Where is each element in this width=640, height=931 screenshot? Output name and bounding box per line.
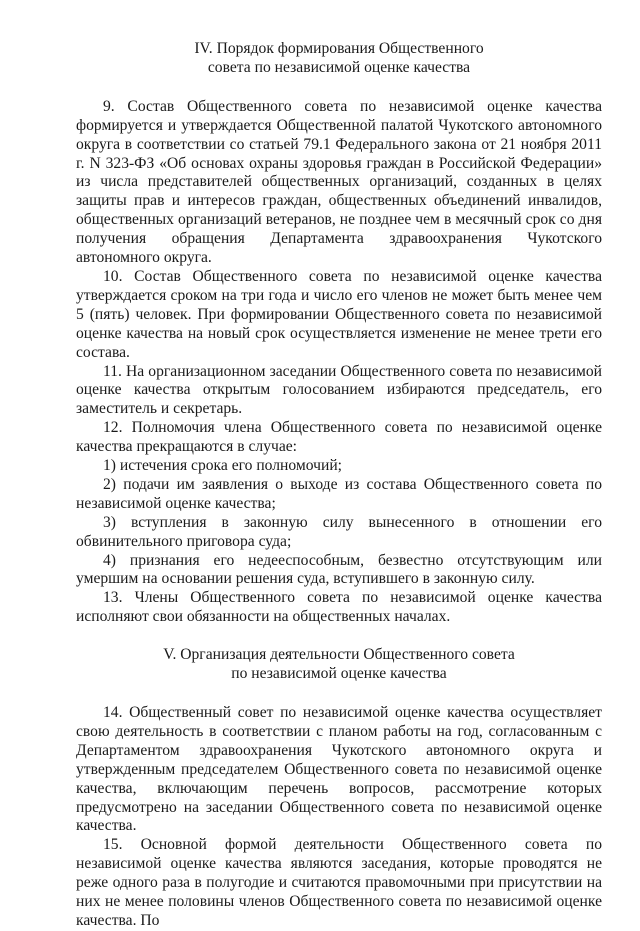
paragraph-15: 15. Основной формой деятельности Общественного совета по независимой оценке качества являются заседания, которые проводятся не реже одного раза в полугодие и считаются правомочными при присутствии на них не менее половины членов Общественного совета по независимой оценке качества. По <box>76 836 602 929</box>
list-item-2: 2) подачи им заявления о выходе из состава Общественного совета по независимой оценке качества; <box>76 475 602 512</box>
paragraph-13: 13. Члены Общественного совета по независимой оценке качества исполняют свои обязанности на общественных началах. <box>76 589 602 626</box>
paragraph-10: 10. Состав Общественного совета по независимой оценке качества утверждается сроком на три года и число его членов не может быть менее чем 5 (пять) человек. При формировании Общественного совета по независимой оценке качества на новый срок осуществляется изменение не менее трети его состава. <box>76 267 602 361</box>
list-item-1: 1) истечения срока его полномочий; <box>103 457 343 475</box>
paragraph-9: 9. Состав Общественного совета по независимой оценке качества формируется и утверждается Общественной палатой Чукотского автономного округа в соответствии со статьей 79.1 Федерального закона от 21 ноября 2011 г. N 323-ФЗ «Об основах охраны здоровья граждан в Российской Федерации» из числа представителей общественных организаций, созданных в целях защиты прав и интересов граждан, общественных объединений инвалидов, общественных организаций ветеранов, не позднее чем в месячный срок со дня получения обращения Департамента здравоохранения Чукотского автономного округа. <box>76 97 602 267</box>
section-5-title-line-1: V. Организация деятельности Общественного совета <box>163 646 515 664</box>
paragraph-14: 14. Общественный совет по независимой оценке качества осуществляет свою деятельность в соответствии с планом работы на год, согласованным с Департаментом здравоохранения Чукотского автономного округа и утвержденным председателем Общественного совета по независимой оценке качества, включающим перечень вопросов, рассмотрение которых предусмотрено на заседании Общественного совета по независимой оценке качества. <box>76 704 602 835</box>
section-4-title-line-2: совета по независимой оценке качества <box>207 58 471 76</box>
paragraph-12: 12. Полномочия члена Общественного совета по независимой оценке качества прекращаются в случае: <box>76 419 602 456</box>
list-item-4: 4) признания его недееспособным, безвестно отсутствующим или умершим на основании решения суда, вступившего в законную силу. <box>76 551 602 588</box>
section-4-heading <box>76 40 602 78</box>
section-5-heading <box>76 646 602 684</box>
section-5-title-line-2: по независимой оценке качества <box>231 665 447 683</box>
list-item-3: 3) вступления в законную силу вынесенного в отношении его обвинительного приговора суда; <box>76 513 602 550</box>
paragraph-11: 11. На организационном заседании Общественного совета по независимой оценке качества открытым голосованием избираются председатель, его заместитель и секретарь. <box>76 362 602 418</box>
section-4-title-line-1: IV. Порядок формирования Общественного <box>194 40 484 57</box>
document-page <box>76 40 602 931</box>
